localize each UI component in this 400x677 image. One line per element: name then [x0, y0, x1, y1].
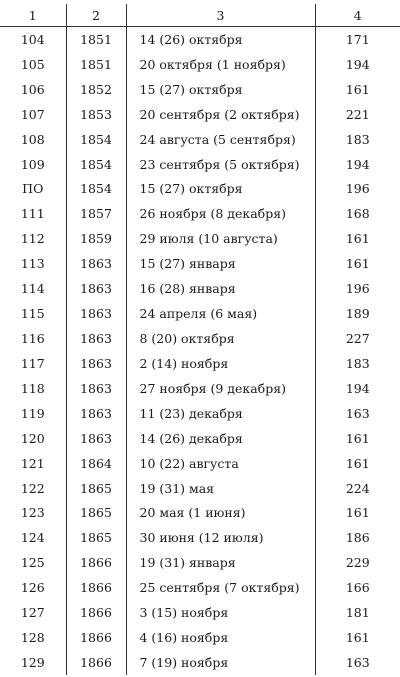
- cell-value: 171: [345, 31, 370, 47]
- cell-date: 16 (28) января: [126, 276, 315, 301]
- table-body: [0, 27, 400, 675]
- table-row: [0, 201, 400, 226]
- cell-value: 163: [345, 655, 370, 670]
- table-row: [0, 451, 400, 476]
- cell-date: 8 (20) октября: [126, 326, 315, 351]
- cell-value: 194: [345, 380, 370, 396]
- cell-value: 183: [345, 355, 370, 371]
- cell-year: 1866: [66, 600, 126, 625]
- cell-date: 7 (19) ноября: [126, 650, 315, 675]
- table-row: [0, 226, 400, 251]
- cell-number: 118: [0, 376, 66, 401]
- cell-year: 1852: [66, 77, 126, 102]
- cell-value: 229: [345, 555, 370, 571]
- cell-number: 124: [0, 525, 66, 550]
- table-row: [0, 376, 400, 401]
- cell-date: 23 сентября (5 октября): [126, 152, 315, 177]
- cell-value: 224: [345, 480, 370, 496]
- cell-value: 161: [345, 455, 370, 471]
- cell-date: 20 мая (1 июня): [126, 501, 315, 526]
- cell-value: 183: [345, 131, 370, 147]
- table-row: [0, 401, 400, 426]
- table-row: [0, 52, 400, 77]
- cell-year: 1866: [66, 575, 126, 600]
- cell-number: 106: [0, 77, 66, 102]
- cell-date: 10 (22) августа: [126, 451, 315, 476]
- cell-value: 166: [345, 580, 370, 596]
- table-row: [0, 177, 400, 202]
- cell-date: 14 (26) декабря: [126, 426, 315, 451]
- cell-value: 161: [345, 256, 370, 272]
- table-row: [0, 525, 400, 550]
- cell-year: 1859: [66, 226, 126, 251]
- cell-date: 25 сентября (7 октября): [126, 575, 315, 600]
- table-row: [0, 501, 400, 526]
- column-header-3: 3: [126, 4, 315, 27]
- cell-year: 1863: [66, 401, 126, 426]
- cell-number: 120: [0, 426, 66, 451]
- cell-date: 11 (23) декабря: [126, 401, 315, 426]
- cell-value: 227: [345, 331, 370, 347]
- header-row: [0, 4, 400, 27]
- cell-value: 161: [345, 231, 370, 247]
- cell-value: 161: [345, 505, 370, 521]
- cell-year: 1854: [66, 127, 126, 152]
- cell-value: 161: [345, 81, 370, 97]
- cell-year: 1863: [66, 251, 126, 276]
- cell-year: 1851: [66, 27, 126, 52]
- cell-year: 1865: [66, 476, 126, 501]
- cell-value: 161: [345, 630, 370, 646]
- cell-number: 112: [0, 226, 66, 251]
- cell-year: 1863: [66, 351, 126, 376]
- cell-year: 1854: [66, 152, 126, 177]
- cell-number: 122: [0, 476, 66, 501]
- table-row: [0, 152, 400, 177]
- table-row: [0, 326, 400, 351]
- cell-number: 104: [0, 27, 66, 52]
- cell-number: 109: [0, 152, 66, 177]
- cell-date: 3 (15) ноября: [126, 600, 315, 625]
- cell-number: 108: [0, 127, 66, 152]
- cell-date: 20 октября (1 ноября): [126, 52, 315, 77]
- cell-date: 15 (27) октября: [126, 77, 315, 102]
- cell-date: 19 (31) мая: [126, 476, 315, 501]
- cell-value: 163: [345, 405, 370, 421]
- column-header-1: 1: [0, 4, 66, 27]
- cell-date: 24 августа (5 сентября): [126, 127, 315, 152]
- cell-value: 181: [345, 605, 370, 621]
- cell-year: 1866: [66, 650, 126, 675]
- cell-value: 194: [345, 56, 370, 72]
- cell-number: 128: [0, 625, 66, 650]
- cell-value: 186: [345, 530, 370, 546]
- cell-date: 14 (26) октября: [126, 27, 315, 52]
- cell-year: 1851: [66, 52, 126, 77]
- cell-year: 1853: [66, 102, 126, 127]
- cell-year: 1854: [66, 177, 126, 202]
- cell-year: 1864: [66, 451, 126, 476]
- cell-number: 119: [0, 401, 66, 426]
- cell-value: 196: [345, 181, 370, 197]
- table-row: [0, 127, 400, 152]
- cell-number: 113: [0, 251, 66, 276]
- cell-value: 161: [345, 430, 370, 446]
- cell-number: 125: [0, 550, 66, 575]
- cell-value: 168: [345, 206, 370, 222]
- cell-number: 127: [0, 600, 66, 625]
- cell-year: 1863: [66, 426, 126, 451]
- cell-number: 123: [0, 501, 66, 526]
- cell-number: 126: [0, 575, 66, 600]
- data-table: [0, 4, 400, 675]
- cell-number: 129: [0, 650, 66, 675]
- cell-year: 1863: [66, 326, 126, 351]
- table-row: [0, 650, 400, 675]
- table-row: [0, 102, 400, 127]
- cell-number: 114: [0, 276, 66, 301]
- cell-year: 1863: [66, 276, 126, 301]
- cell-date: 24 апреля (6 мая): [126, 301, 315, 326]
- cell-year: 1857: [66, 201, 126, 226]
- cell-number: 116: [0, 326, 66, 351]
- cell-value: 189: [345, 306, 370, 322]
- cell-date: 26 ноября (8 декабря): [126, 201, 315, 226]
- cell-date: 4 (16) ноября: [126, 625, 315, 650]
- cell-value: 196: [345, 281, 370, 297]
- cell-date: 20 сентября (2 октября): [126, 102, 315, 127]
- table-row: [0, 426, 400, 451]
- cell-date: 29 июля (10 августа): [126, 226, 315, 251]
- table-row: [0, 351, 400, 376]
- table-row: [0, 550, 400, 575]
- table-row: [0, 276, 400, 301]
- table-row: [0, 476, 400, 501]
- cell-year: 1866: [66, 625, 126, 650]
- table-row: [0, 575, 400, 600]
- cell-number: 105: [0, 52, 66, 77]
- cell-number: 115: [0, 301, 66, 326]
- cell-year: 1863: [66, 301, 126, 326]
- cell-number: 117: [0, 351, 66, 376]
- cell-year: 1863: [66, 376, 126, 401]
- column-header-2: 2: [66, 4, 126, 27]
- column-header-4: 4: [315, 4, 400, 27]
- cell-number: ПО: [0, 177, 66, 202]
- table-row: [0, 600, 400, 625]
- cell-date: 15 (27) января: [126, 251, 315, 276]
- cell-number: 121: [0, 451, 66, 476]
- table-row: [0, 301, 400, 326]
- table-row: [0, 625, 400, 650]
- cell-date: 15 (27) октября: [126, 177, 315, 202]
- cell-date: 27 ноября (9 декабря): [126, 376, 315, 401]
- cell-year: 1865: [66, 525, 126, 550]
- cell-number: 107: [0, 102, 66, 127]
- table-row: [0, 251, 400, 276]
- cell-value: 221: [345, 106, 370, 122]
- cell-date: 2 (14) ноября: [126, 351, 315, 376]
- cell-year: 1865: [66, 501, 126, 526]
- table-header: [0, 4, 400, 27]
- table-row: [0, 27, 400, 52]
- cell-date: 30 июня (12 июля): [126, 525, 315, 550]
- table-row: [0, 77, 400, 102]
- cell-year: 1866: [66, 550, 126, 575]
- cell-date: 19 (31) января: [126, 550, 315, 575]
- cell-number: 111: [0, 201, 66, 226]
- cell-value: 194: [345, 156, 370, 172]
